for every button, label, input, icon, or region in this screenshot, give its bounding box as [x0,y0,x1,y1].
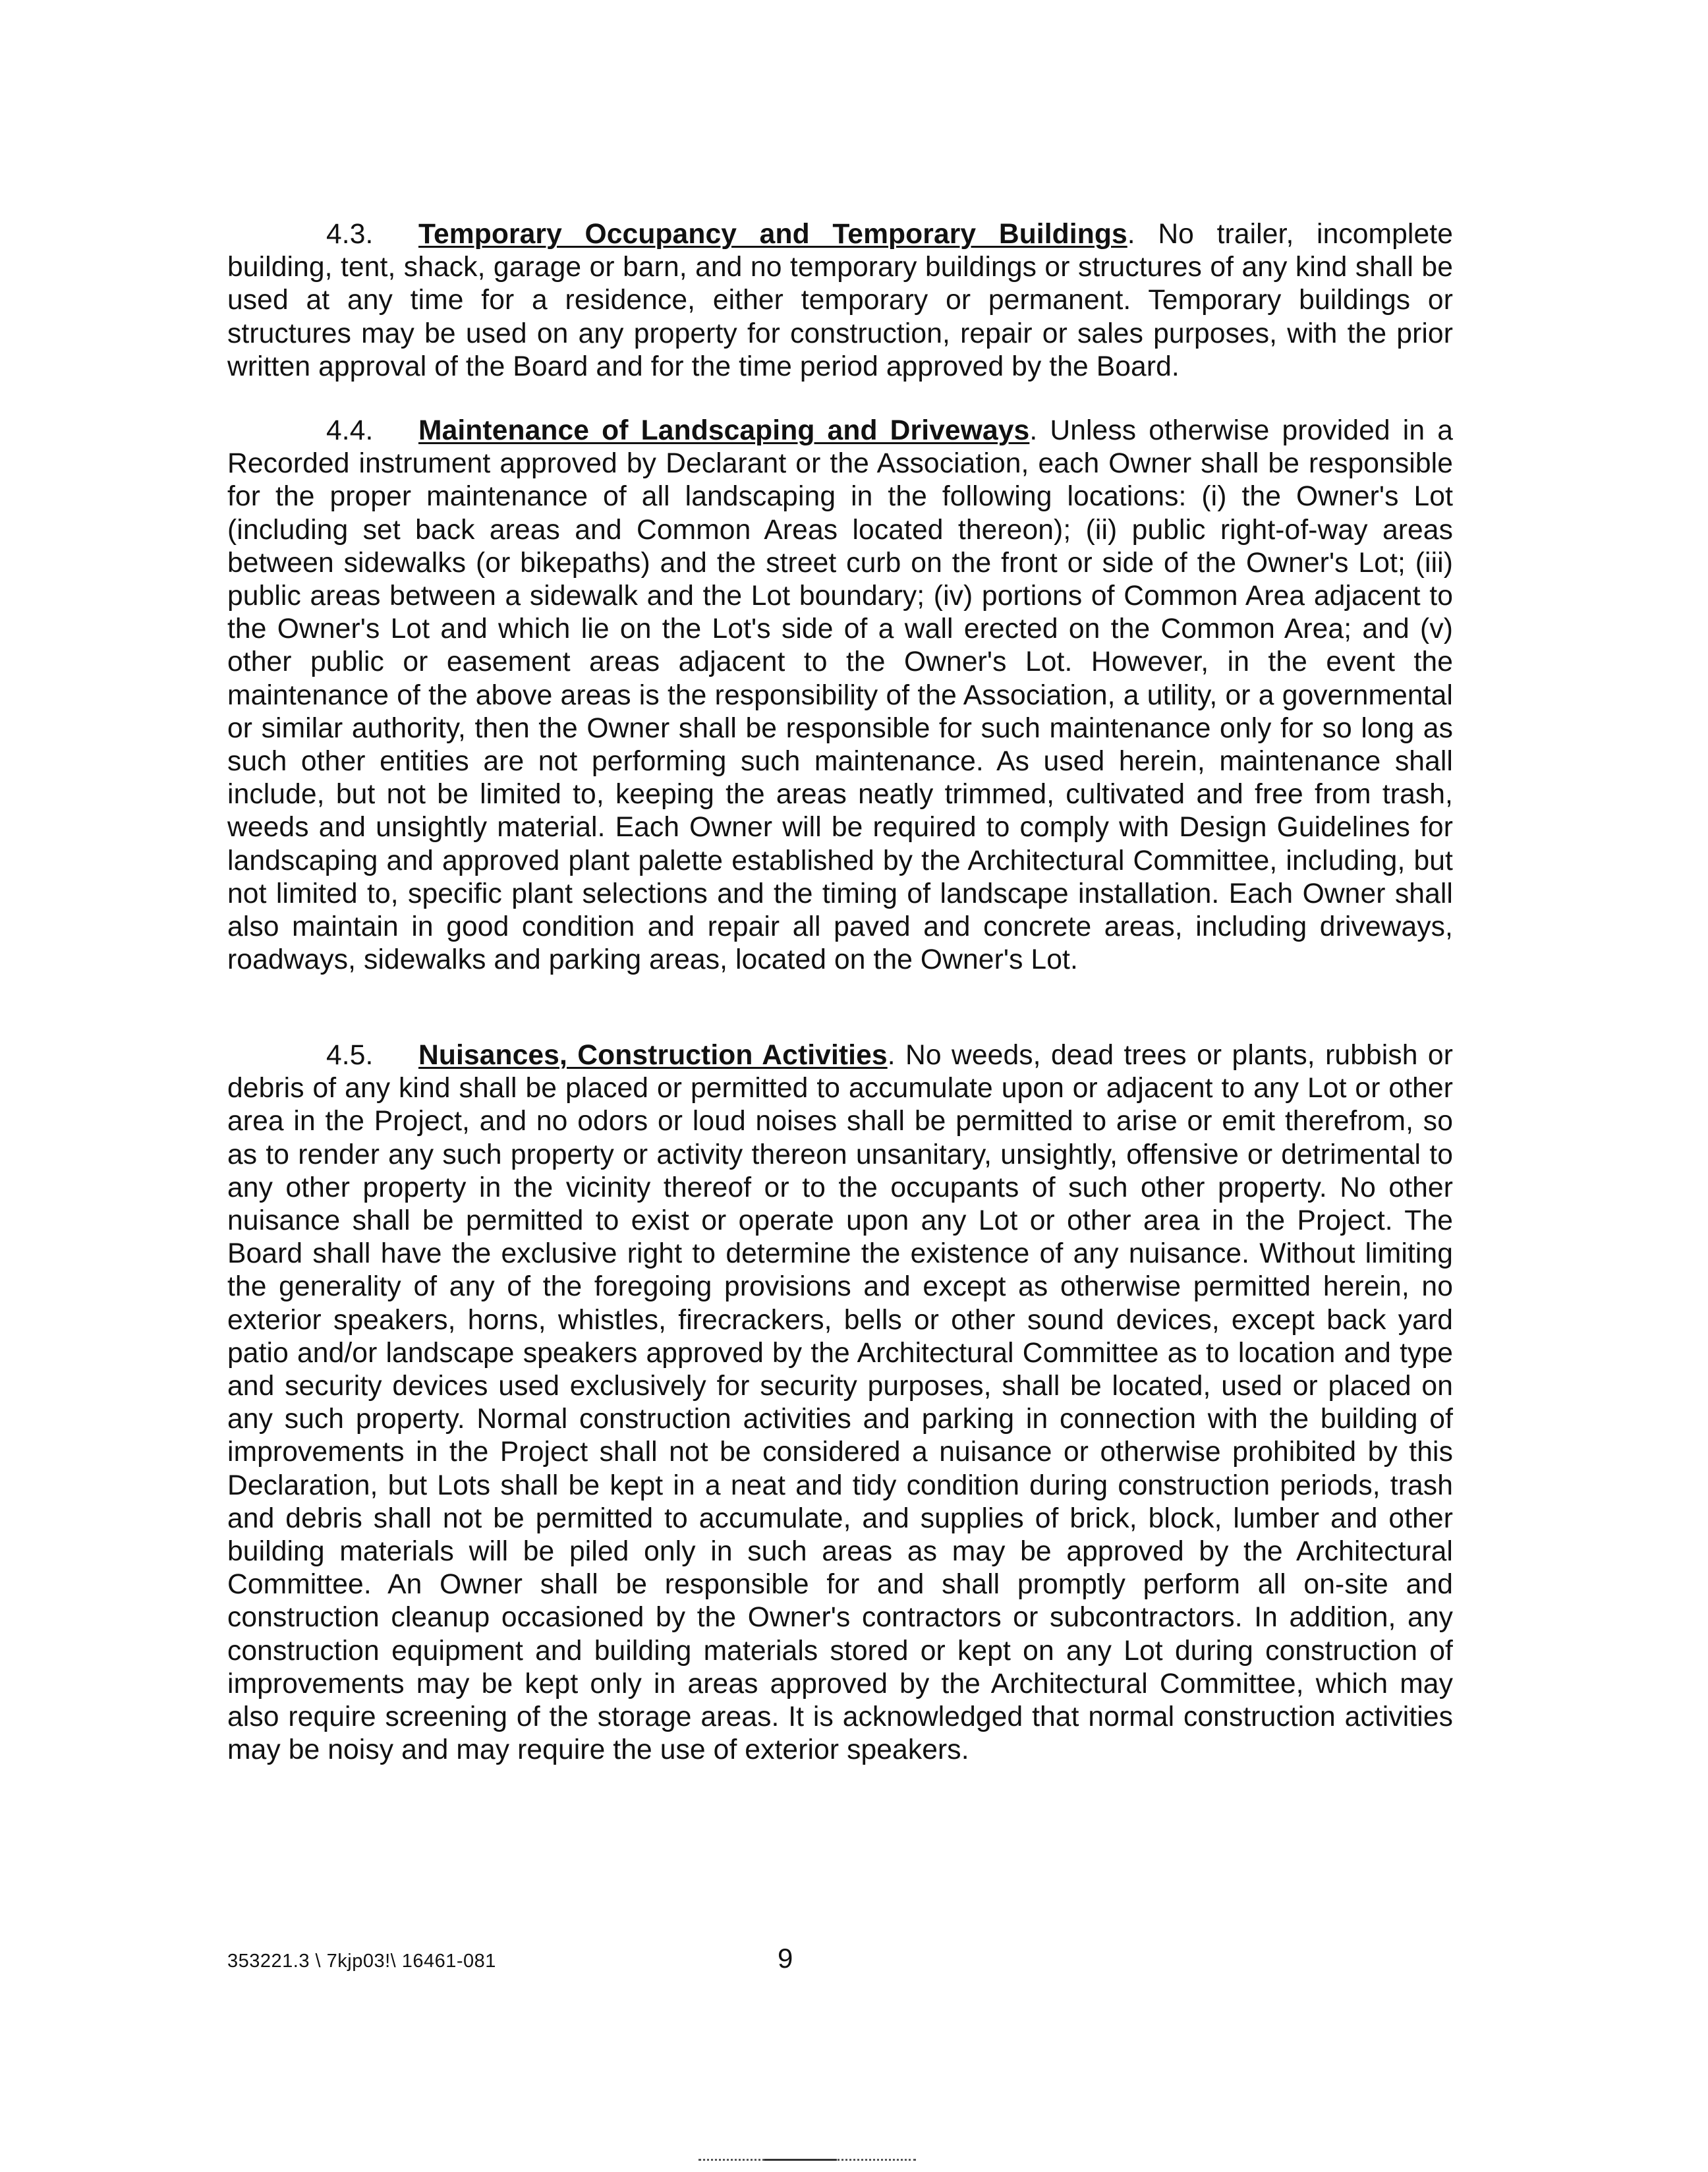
section-paragraph [227,217,1453,383]
section-number: 4.5. [326,1039,374,1071]
section-4-5 [227,1039,1453,1766]
section-text: . No weeds, dead trees or plants, rubbish or debris of any kind shall be placed or permitted to accumulate upon or adjacent to any Lot or other area in the Project, and no odors or loud noises shall be permitted to arise or emit therefrom, so as to render any such property or activity thereon unsanitary, unsightly, offensive or detrimental to any other property in the vicinity thereof or to the occupants of such other property. No other nuisance shall be permitted to exist or operate upon any Lot or other area in the Project. The Board shall have the exclusive right to determine the existence of any nuisance. Without limiting the generality of any of the foregoing provisions and except as otherwise permitted herein, no exterior speakers, horns, whistles, firecrackers, bells or other sound devices, except back yard patio and/or landscape speakers approved by the Architectural Committee as to location and type and security devices used exclusively for security purposes, shall be located, used or placed on any such property. Normal construction activities and parking in connection with the building of improvements in the Project shall not be considered a nuisance or otherwise prohibited by this Declaration, but Lots shall be kept in a neat and tidy condition during construction periods, trash and debris shall not be permitted to accumulate, and supplies of brick, block, lumber and other building materials will be piled only in such areas as may be approved by the Architectural Committee. An Owner shall be responsible for and shall promptly perform all on-site and construction cleanup occasioned by the Owner's contractors or subcontractors. In addition, any construction equipment and building materials stored or kept on any Lot during construction of improvements may be kept only in areas approved by the Architectural Committee, which may also require screening of the storage areas. It is acknowledged that normal construction activities may be noisy and may require the use of exterior speakers. [227,1039,1453,1766]
section-paragraph [227,414,1453,976]
section-title: Temporary Occupancy and Temporary Buildings [418,218,1127,250]
section-title: Maintenance of Landscaping and Driveways [418,414,1030,446]
page-number: 9 [778,1943,793,1974]
section-text: . Unless otherwise provided in a Recorded instrument approved by Declarant or the Association, each Owner shall be responsible for the proper maintenance of all landscaping in the following locations: (i) the Owner's Lot (including set back areas and Common Areas located thereon); (ii) public right-of-way areas between sidewalks (or bikepaths) and the street curb on the front or side of the Owner's Lot; (iii) public areas between a sidewalk and the Lot boundary; (iv) portions of Common Area adjacent to the Owner's Lot and which lie on the Lot's side of a wall erected on the Common Area; and (v) other public or easement areas adjacent to the Owner's Lot. However, in the event the maintenance of the above areas is the responsibility of the Association, a utility, or a governmental or similar authority, then the Owner shall be responsible for such maintenance only for so long as such other entities are not performing such maintenance. As used herein, maintenance shall include, but not be limited to, keeping the areas neatly trimmed, cultivated and free from trash, weeds and unsightly material. Each Owner will be required to comply with Design Guidelines for landscaping and approved plant palette established by the Architectural Committee, including, but not limited to, specific plant selections and the timing of landscape installation. Each Owner shall also maintain in good condition and repair all paved and concrete areas, including driveways, roadways, sidewalks and parking areas, located on the Owner's Lot. [227,414,1453,976]
footer-document-id: 353221.3 \ 7kjp03!\ 16461-081 [227,1951,496,1972]
section-number: 4.4. [326,414,374,446]
scan-artifact-segment [764,2159,837,2161]
section-title: Nuisances, Construction Activities [418,1039,888,1071]
scan-artifact-line [698,2159,916,2163]
section-paragraph [227,1039,1453,1766]
section-text: . No trailer, incomplete building, tent, shack, garage or barn, and no temporary buildings or structures of any kind shall be used at any time for a residence, either temporary or permanent. Temporary buildings or structures may be used on any property for construction, repair or sales purposes, with the prior written approval of the Board and for the time period approved by the Board. [227,218,1454,382]
section-4-3 [227,217,1453,383]
section-number: 4.3. [326,218,374,250]
section-4-4 [227,414,1453,976]
